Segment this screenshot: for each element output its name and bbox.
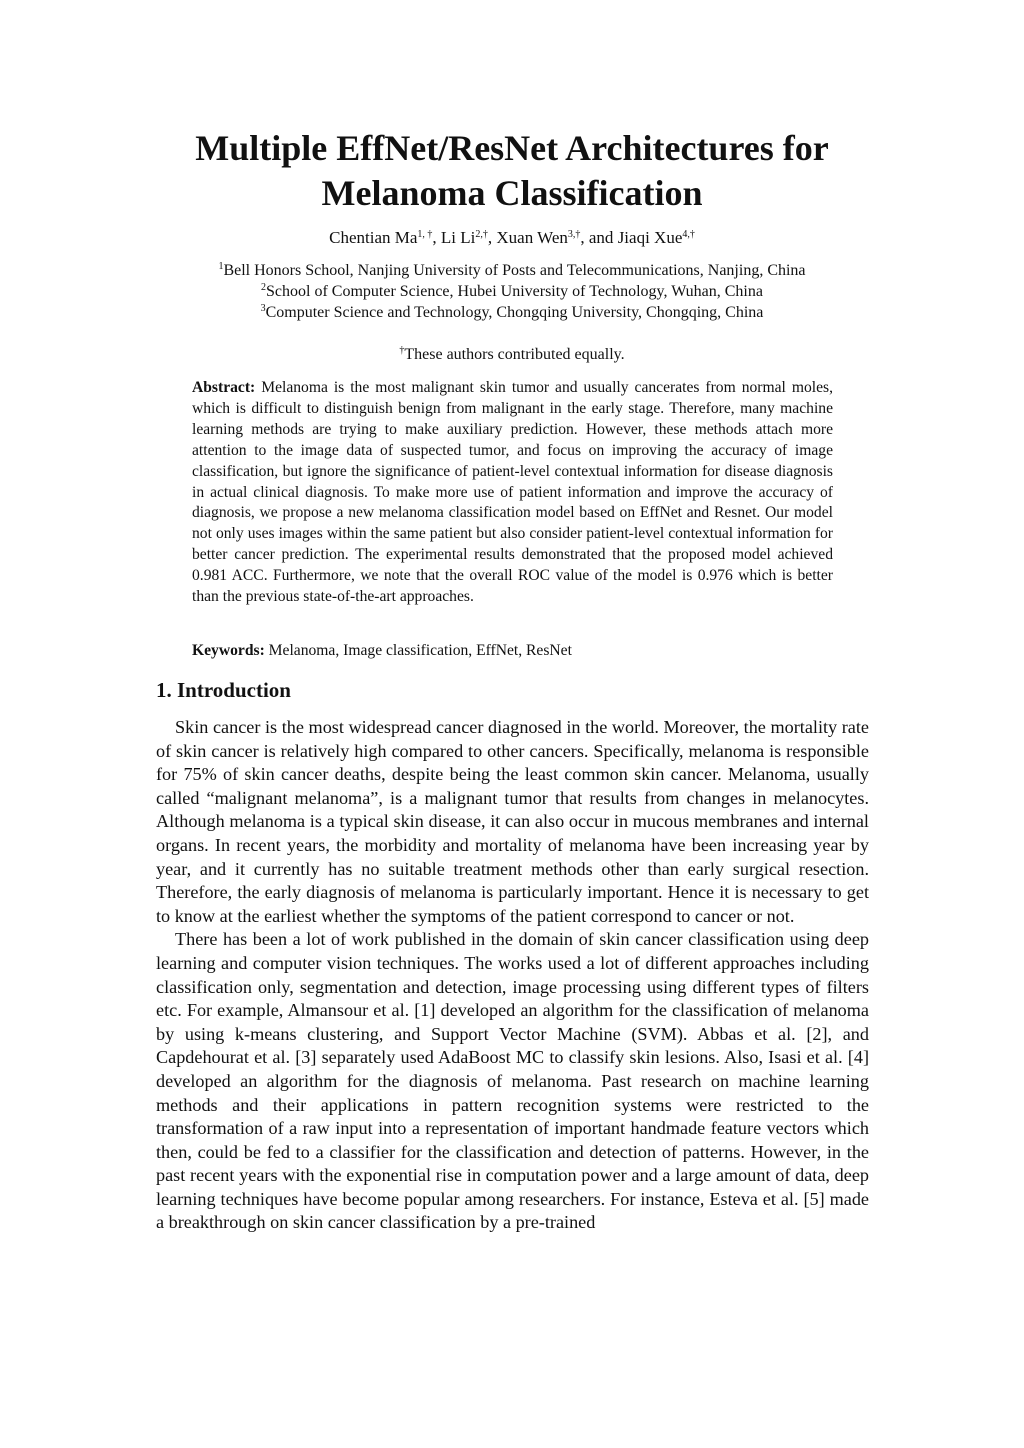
author-name: Chentian Ma xyxy=(329,228,418,247)
affiliation-mark: 1 xyxy=(218,261,224,272)
affiliation-item xyxy=(100,260,924,281)
title-line-1: Multiple EffNet/ResNet Architectures for xyxy=(195,128,829,168)
equal-contribution-note xyxy=(100,344,924,366)
affiliation-mark: 3 xyxy=(260,303,266,314)
abstract-label: Abstract: xyxy=(192,379,256,396)
author-separator: , xyxy=(432,228,441,247)
author-list xyxy=(100,226,924,250)
affiliation-text: School of Computer Science, Hubei University of Technology, Wuhan, China xyxy=(266,283,763,300)
affiliation-text: Bell Honors School, Nanjing University of Posts and Telecommunications, Nanjing, China xyxy=(223,262,806,279)
title-line-2: Melanoma Classification xyxy=(321,173,703,213)
author-affiliation-mark: 1, † xyxy=(417,229,433,240)
paper-title xyxy=(100,126,924,216)
dagger-mark: † xyxy=(399,345,405,356)
affiliation-list xyxy=(100,260,924,323)
section-heading-introduction: 1. Introduction xyxy=(156,678,291,702)
keywords-label: Keywords: xyxy=(192,642,265,659)
body-paragraph: Skin cancer is the most widespread cancer diagnosed in the world. Moreover, the mortality rate of skin cancer is relatively high compared to other cancers. Specifically, melanoma is responsible for 75% of skin cancer deaths, despite being the least common skin cancer. Melanoma, usually called “malignant melanoma”, is a malignant tumor that results from changes in melanocytes. Although melanoma is a typical skin disease, it can also occur in mucous membranes and internal organs. In recent years, the morbidity and mortality of melanoma have been increasing year by year, and it currently has no suitable treatment methods other than early surgical resection. Therefore, the early diagnosis of melanoma is particularly important. Hence it is necessary to get to know at the earliest whether the symptoms of the patient correspond to cancer or not. xyxy=(156,717,869,926)
equal-contribution-text: These authors contributed equally. xyxy=(404,346,625,363)
affiliation-item xyxy=(100,281,924,302)
author-affiliation-mark: 3,† xyxy=(567,229,581,240)
abstract-text: Melanoma is the most malignant skin tumor and usually cancerates from normal moles, which is difficult to distinguish benign from malignant in the early stage. Therefore, many machine learning methods are trying to make auxiliary prediction. However, these methods attach more attention to the image data of suspected tumor, and focus on improving the accuracy of image classification, but ignore the significance of patient-level contextual information for disease diagnosis in actual clinical diagnosis. To make more use of patient information and improve the accuracy of diagnosis, we propose a new melanoma classification model based on EffNet and Resnet. Our model not only uses images within the same patient but also consider patient-level contextual information for better cancer prediction. The experimental results demonstrated that the proposed model achieved 0.981 ACC. Furthermore, we note that the overall ROC value of the model is 0.976 which is better than the previous state-of-the-art approaches. xyxy=(192,379,833,606)
keywords xyxy=(192,640,833,661)
author-name: Jiaqi Xue xyxy=(617,228,683,247)
introduction-body xyxy=(156,716,869,1235)
author-affiliation-mark: 2,† xyxy=(475,229,488,240)
author-name: Xuan Wen xyxy=(496,228,568,247)
affiliation-item xyxy=(100,302,924,323)
author-name: Li Li xyxy=(440,228,476,247)
abstract xyxy=(192,378,833,608)
body-paragraph: There has been a lot of work published in the domain of skin cancer classification using deep learning and computer vision techniques. The works used a lot of different approaches including classification only, segmentation and detection, image processing using different types of filters etc. For example, Almansour et al. [1] developed an algorithm for the classification of melanoma by using k-means clustering, and Support Vector Machine (SVM). Abbas et al. [2], and Capdehourat et al. [3] separately used AdaBoost MC to classify skin lesions. Also, Isasi et al. [4] developed an algorithm for the diagnosis of melanoma. Past research on machine learning methods and their applications in pattern recognition systems were restricted to the transformation of a raw input into a representation of important handmade feature vectors which then, could be fed to a classifier for the classification and detection of patterns. However, in the past recent years with the exponential rise in computation power and a large amount of data, deep learning techniques have become popular among researchers. For instance, Esteva et al. [5] made a breakthrough on skin cancer classification by a pre-trained xyxy=(156,929,869,1233)
affiliation-mark: 2 xyxy=(261,282,267,293)
author-separator: , xyxy=(487,228,497,247)
keywords-text: Melanoma, Image classification, EffNet, ResNet xyxy=(268,642,572,659)
affiliation-text: Computer Science and Technology, Chongqing University, Chongqing, China xyxy=(265,304,764,321)
author-separator: , and xyxy=(580,228,618,247)
author-affiliation-mark: 4,† xyxy=(682,229,695,240)
